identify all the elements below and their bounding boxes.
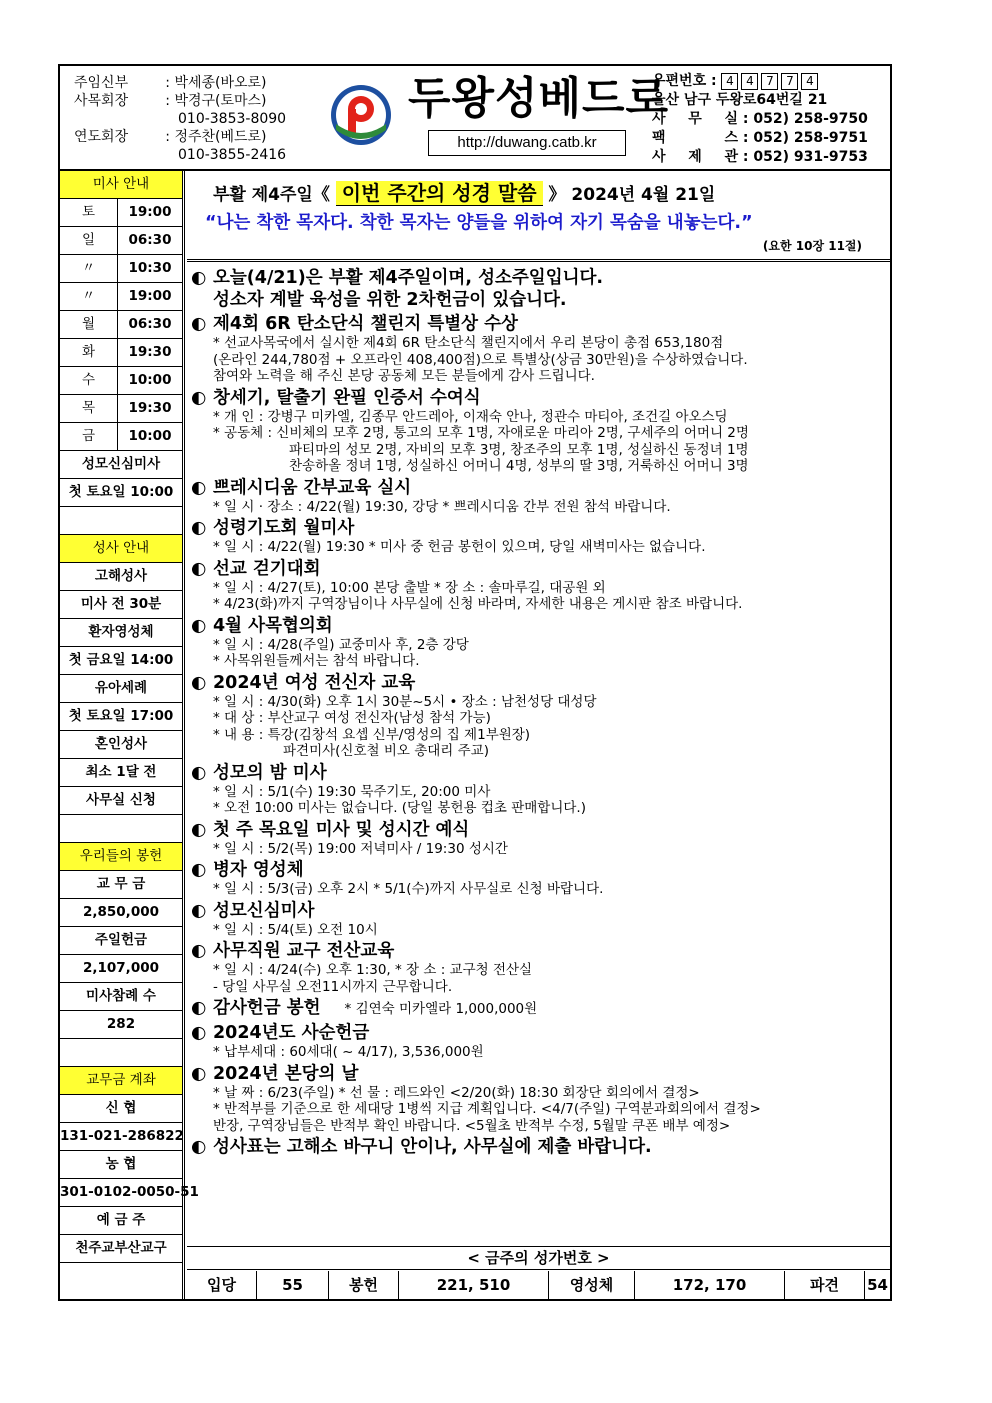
mass-time: 19:00 [128,288,172,304]
sacrament-info: 최소 1달 전 [60,759,182,787]
prayer-president-phone: 010-3855-2416 [178,147,287,163]
announcement-detail: * 일 시 : 5/4(토) 오전 10시 [213,921,378,938]
announcement-title-text: 첫 주 목요일 미사 및 성시간 예식 [213,819,470,840]
mass-time: 19:00 [128,204,172,220]
postal-digit: 4 [801,73,818,90]
mass-time: 10:00 [128,428,172,444]
spacer [60,1039,182,1067]
bullet-icon: ◐ [191,314,207,334]
bullet-icon: ◐ [191,518,207,538]
mass-day: 월 [60,311,118,338]
announcement-item [191,1063,891,1135]
announcement-detail: - 당일 사무실 오전11시까지 근무합니다. [213,978,453,995]
postal-digit: 4 [741,73,758,90]
account-info: 301-0102-0050-51 [60,1179,182,1207]
prayer-president-row: 연도회장 : 정주찬(베드로) [74,129,267,145]
postal-digit: 7 [761,73,778,90]
announcement-title-text: 창세기, 탈출기 완필 인증서 수여식 [213,387,481,408]
hymn-number: 221, 510 [399,1271,549,1299]
announcement-detail: * 사목위원들께서는 참석 바랍니다. [213,653,420,669]
announcement-title-text: 2024년도 사순헌금 [213,1023,370,1043]
announcement-title [191,517,891,539]
sacrament-info: 사무실 신청 [60,787,182,815]
council-president-row: 사목회장 : 박경구(토마스) [74,93,267,109]
spacer [60,815,182,843]
announcement-detail: 참여와 노력을 해 주신 본당 공동체 모든 분들에게 감사 드립니다. [213,368,595,384]
announcement-detail: * 일 시 · 장소 : 4/22(월) 19:30, 강당 * 쁘레시디움 간부 전원 참석 바랍니다. [213,498,671,515]
announcement-detail: * 선교사목국에서 실시한 제4회 6R 탄소단식 챌린지에서 우리 본당이 총점 653,180점 [213,335,724,351]
announcement-title-text: 제4회 6R 탄소단식 챌린지 특별상 수상 [213,314,518,334]
mass-day: 일 [60,227,118,254]
address: 울산 남구 두왕로64번길 21 [652,92,828,108]
mass-time-row [60,255,182,283]
announcement-detail: * 반적부를 기준으로 한 세대당 1병씩 지급 계획입니다. <4/7(주일) 구역분과회의에서 결정> [213,1101,761,1117]
mass-time-row [60,311,182,339]
announcement-title-text: 4월 사목협의회 [213,615,333,636]
bullet-icon: ◐ [191,998,207,1018]
sacrament-title: 성사 안내 [60,535,182,563]
announcement-title-text: 선교 걷기대회 [213,558,321,579]
sidebar-divider [182,171,185,1299]
hymn-number: 54 [867,1276,888,1294]
announcement-title-text: 사무직원 교구 전산교육 [213,941,395,961]
parish-title: 두왕성베드로 [408,73,670,124]
announcement-detail: * 대 상 : 부산교구 여성 전신자(남성 참석 가능) [213,710,491,726]
announcement-item [191,819,891,858]
mass-day: 토 [60,199,118,226]
bulletin-date: 2024년 4월 21일 [571,185,716,205]
announcement-detail: * 일 시 : 4/24(수) 오후 1:30, * 장 소 : 교구청 전산실 [213,962,533,978]
mass-schedule-title: 미사 안내 [60,171,182,199]
sacrament-info: 혼인성사 [60,731,182,759]
bullet-icon: ◐ [191,268,207,288]
announcement-title [191,762,891,784]
announcement-title-text: 2024년 본당의 날 [213,1063,359,1084]
announcement-detail: * 4/23(화)까지 구역장님이나 사무실에 신청 바라며, 자세한 내용은 게시판 참조 바랍니다. [213,596,743,612]
sacrament-info: 환자영성체 [60,619,182,647]
mass-day: 〃 [60,283,118,310]
bullet-icon: ◐ [191,941,207,961]
header [60,66,890,171]
pastor-row: 주임신부 : 박세종(바오로) [74,75,267,91]
mass-time-row [60,227,182,255]
bullet-icon: ◐ [191,762,207,783]
bulletin-page [58,64,892,1301]
announcement-title-text: 성소자 계발 육성을 위한 2차헌금이 있습니다. [213,290,567,310]
offering-info: 2,850,000 [60,899,182,927]
announcement-item [191,762,891,817]
council-president-phone: 010-3853-8090 [178,111,287,127]
mass-time-row [60,339,182,367]
announcement-detail: * 오전 10:00 미사는 없습니다. (당일 봉헌용 컵초 판매합니다.) [213,800,586,816]
parish-logo-icon [328,82,394,148]
verse-text: “나는 착한 목자다. 착한 목자는 양들을 위하여 자기 목숨을 내놓는다.” [205,213,753,233]
announcement-item [191,1136,891,1158]
weekly-verse [187,171,890,262]
announcement-title [191,477,891,499]
offering-title: 우리들의 봉헌 [60,843,182,871]
announcement-item [191,940,891,995]
parish-url[interactable]: http://duwang.catb.kr [428,130,626,156]
contact-info [652,72,868,167]
mass-day: 목 [60,395,118,422]
mass-day: 화 [60,339,118,366]
announcement-item [191,1022,891,1061]
announcement-title [191,1063,891,1085]
account-title: 교무금 계좌 [60,1067,182,1095]
mass-time-row [60,395,182,423]
announcement-title-text: 성사표는 고해소 바구니 안이나, 사무실에 제출 바랍니다. [213,1137,652,1157]
sacrament-info: 유아세례 [60,675,182,703]
account-info: 신 협 [60,1095,182,1123]
announcement-detail: * 일 시 : 4/28(주일) 교중미사 후, 2층 강당 [213,636,469,653]
hymn-label: 파견 [785,1271,865,1299]
announcement-detail: * 일 시 : 5/3(금) 오후 2시 * 5/1(수)까지 사무실로 신청 바랍니다. [213,881,604,897]
spacer [60,507,182,535]
announcement-title-text: 감사헌금 봉헌 [213,998,321,1018]
announcement-detail: 찬송하올 정녀 1명, 성실하신 어머니 4명, 성부의 딸 3명, 거룩하신 어머니 3명 [289,458,749,474]
mass-time-row [60,423,182,451]
announcement-title [191,1022,891,1044]
announcement-title-text: 오늘(4/21)은 부활 제4주일이며, 성소주일입니다. [213,268,604,288]
mass-time-row [60,283,182,311]
announcement-detail: * 공동체 : 신비체의 모후 2명, 통고의 모후 1명, 자애로운 마리아 2명, 구세주의 어머니 2명 [213,425,749,441]
announcement-title-cont [191,289,891,311]
sacrament-info: 미사 전 30분 [60,591,182,619]
announcement-detail: (온라인 244,780점 + 오프라인 408,400점)으로 특별상(상금 30만원)을 수상하였습니다. [213,351,748,368]
mass-time: 06:30 [128,232,172,248]
verse-heading: 부활 제4주일《 이번 주간의 성경 말씀 》 2024년 4월 21일 [213,181,716,205]
mass-time-row [60,367,182,395]
announcement-detail: 파견미사(신호철 비오 총대리 주교) [283,743,489,759]
announcement-title [191,615,891,637]
marian-mass-info: 첫 토요일 10:00 [60,479,182,507]
announcement-item [191,672,891,760]
announcement-title-text: 성모의 밤 미사 [213,762,327,783]
hymn-label: 봉헌 [329,1271,399,1299]
bullet-icon: ◐ [191,819,207,840]
marian-mass-info: 성모신심미사 [60,451,182,479]
sacrament-info: 고해성사 [60,563,182,591]
announcement-title-text: 성령기도회 월미사 [213,518,355,538]
bullet-icon: ◐ [191,558,207,579]
bullet-icon: ◐ [191,615,207,636]
mass-day: 수 [60,367,118,394]
announcement-item [191,558,891,613]
account-info: 예 금 주 [60,1207,182,1235]
bullet-icon: ◐ [191,387,207,408]
sacrament-info: 첫 금요일 14:00 [60,647,182,675]
rectory-phone: 사 제 관 : 052) 931-9753 [652,149,868,165]
announcement-title [191,940,891,962]
postal-digit: 7 [781,73,798,90]
announcement-title [191,387,891,409]
mass-time: 19:30 [128,344,172,360]
announcement-title-text: 2024년 여성 전신자 교육 [213,672,416,693]
hymn-number: 172, 170 [635,1271,785,1299]
announcement-title [191,819,891,841]
announcement-title [191,672,891,694]
announcement-detail: * 날 짜 : 6/23(주일) * 선 물 : 레드와인 <2/20(화) 18:30 회장단 회의에서 결정> [213,1084,700,1101]
hymn-label: 영성체 [549,1271,635,1299]
announcement-item [191,997,891,1020]
mass-time: 10:00 [128,372,172,388]
announcement-item [191,900,891,939]
announcement-detail: * 개 인 : 강병구 미카엘, 김종무 안드레아, 이재숙 안나, 정관수 마티아, 조건길 아오스딩 [213,408,728,425]
announcement-detail: * 일 시 : 5/2(목) 19:00 저녁미사 / 19:30 성시간 [213,840,508,857]
bullet-icon: ◐ [191,1137,207,1157]
announcement-title [191,1136,891,1158]
announcement-detail: * 내 용 : 특강(김창석 요셉 신부/영성의 집 제1부원장) [213,726,531,743]
hymn-label: 입당 [187,1271,257,1299]
account-info: 농 협 [60,1151,182,1179]
offering-info: 282 [60,1011,182,1039]
sacrament-info: 첫 토요일 17:00 [60,703,182,731]
announcement-item [191,477,891,516]
announcement-detail: 반장, 구역장님들은 반적부 확인 바랍니다. <5월초 반적부 수정, 5월말 쿠폰 배부 예정> [213,1117,731,1134]
announcement-title [191,558,891,580]
announcement-title-text: 쁘레시디움 간부교육 실시 [213,477,412,498]
bullet-icon: ◐ [191,477,207,498]
announcement-title-text: 병자 영성체 [213,860,304,880]
offering-info: 미사참례 수 [60,983,182,1011]
announcement-detail: * 납부세대 : 60세대( ~ 4/17), 3,536,000원 [213,1044,484,1060]
bullet-icon: ◐ [191,900,207,921]
announcement-detail: * 일 시 : 4/27(토), 10:00 본당 출발 * 장 소 : 솔마루길, 대공원 외 [213,579,606,596]
announcement-detail: * 김연숙 미카엘라 1,000,000원 [344,1001,538,1017]
mass-time-row [60,199,182,227]
announcement-title [191,267,891,289]
announcement-item [191,267,891,311]
announcement-item [191,859,891,898]
announcement-title [191,859,891,881]
postal-digit: 4 [721,73,738,90]
verse-heading-highlight: 이번 주간의 성경 말씀 [336,181,543,206]
bullet-icon: ◐ [191,1023,207,1043]
verse-reference: (요한 10장 11절) [762,239,862,253]
offering-info: 교 무 금 [60,871,182,899]
announcement-title [191,313,891,335]
mass-day: 〃 [60,255,118,282]
announcement-title-text: 성모신심미사 [213,900,315,921]
announcement-item [191,615,891,670]
announcement-list [191,267,891,1160]
clergy-info [74,74,286,164]
offering-info: 2,107,000 [60,955,182,983]
sidebar [60,171,199,1263]
announcement-item [191,387,891,475]
announcement-item [191,313,891,385]
bullet-icon: ◐ [191,672,207,693]
mass-time: 10:30 [128,260,172,276]
announcement-title [191,900,891,922]
announcement-detail: * 일 시 : 5/1(수) 19:30 묵주기도, 20:00 미사 [213,783,491,800]
mass-day: 금 [60,423,118,450]
hymn-numbers [187,1271,890,1299]
bullet-icon: ◐ [191,860,207,880]
announcement-detail: 파티마의 성모 2명, 자비의 모후 3명, 창조주의 모후 1명, 성실하신 동정녀 1명 [289,441,749,458]
postal-code-row: 우편번호 : 4 4 7 7 4 [652,72,868,91]
announcement-detail: * 일 시 : 4/30(화) 오후 1시 30분~5시 • 장소 : 남천성당 대성당 [213,693,597,710]
hymn-title: < 금주의 성가번호 > [187,1246,890,1270]
account-info: 천주교부산교구 [60,1235,182,1263]
account-info: 131-021-286822 [60,1123,182,1151]
office-phone: 사 무 실 : 052) 258-9750 [652,111,868,127]
announcement-detail: * 일 시 : 4/22(월) 19:30 * 미사 중 헌금 봉헌이 있으며, 당일 새벽미사는 없습니다. [213,539,706,555]
mass-time: 06:30 [128,316,172,332]
bullet-icon: ◐ [191,1063,207,1084]
mass-time: 19:30 [128,400,172,416]
announcement-item [191,517,891,556]
fax-number: 팩 스 : 052) 258-9751 [652,130,868,146]
announcement-title [191,997,891,1020]
offering-info: 주일헌금 [60,927,182,955]
hymn-number: 55 [257,1271,329,1299]
